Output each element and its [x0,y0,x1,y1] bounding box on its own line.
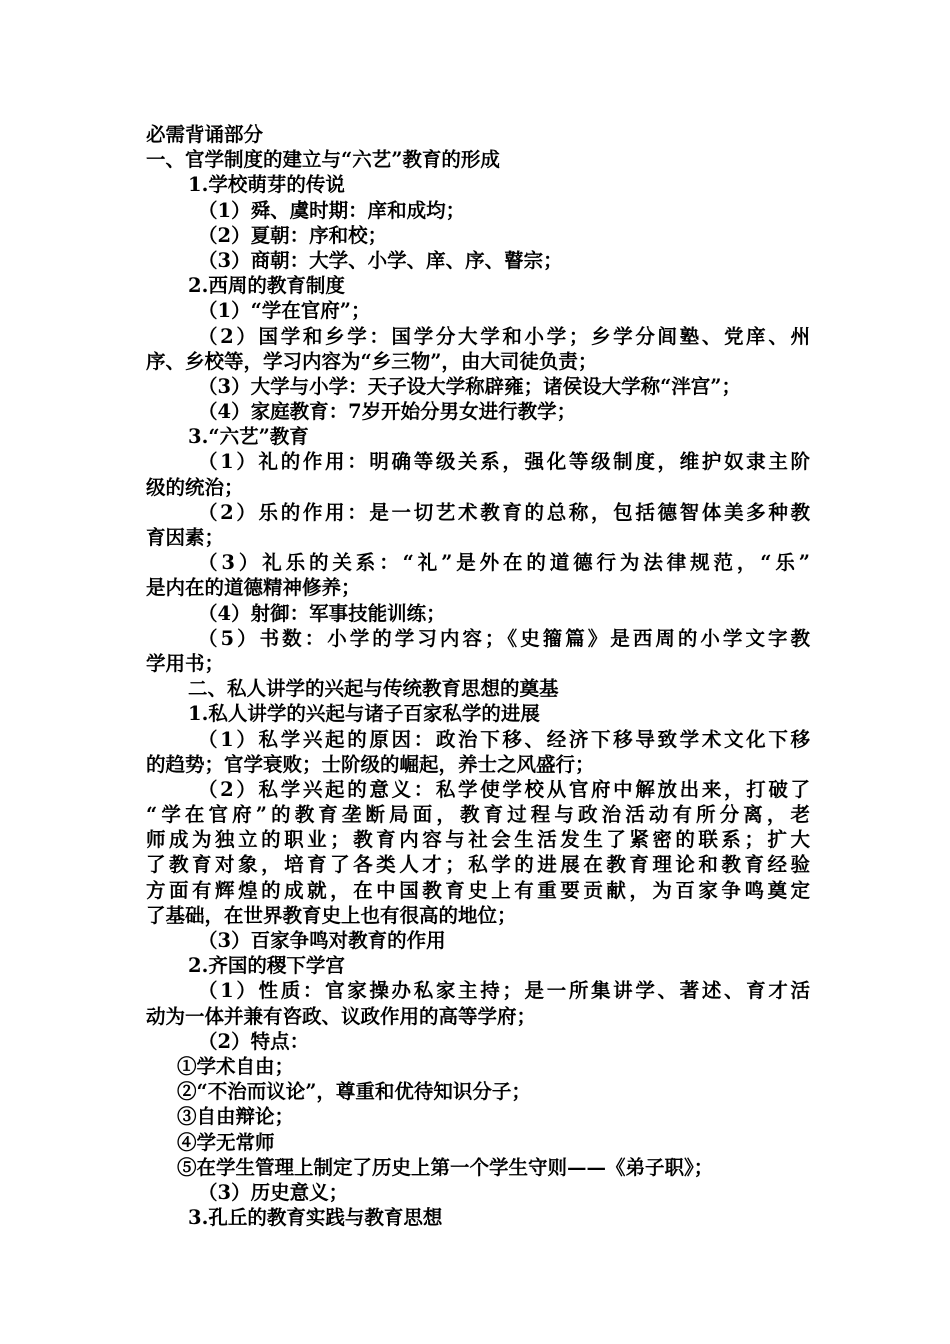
text-line: （2）夏朝：序和校； [198,223,388,247]
list-item: ⑤在学生管理上制定了历史上第一个学生守则——《弟子职》； [177,1155,714,1179]
text-line: （3）历史意义； [198,1180,349,1204]
text-line: （3）商朝：大学、小学、庠、序、瞽宗； [198,248,563,272]
text-line: （2）私学兴起的意义：私学使学校从官府中解放出来，打破了 [198,777,810,801]
text-line: 动为一体并兼有咨政、议政作用的高等学府； [146,1004,537,1028]
section-heading: 必需背诵部分 [146,123,264,146]
list-item: ③自由辩论； [177,1105,295,1129]
text-line: 级的统治； [146,475,244,499]
text-line: （3）礼乐的关系：“礼”是外在的道德行为法律规范，“乐” [198,551,810,575]
text-line: 育因素； [146,526,225,549]
text-line: （2）特点： [198,1029,310,1053]
subsection-title: 3.“六艺”教育 [188,425,309,449]
list-item: ①学术自由； [177,1054,295,1078]
text-line: 的趋势；官学衰败；士阶级的崛起，养士之风盛行； [146,752,595,776]
text-line: （1）礼的作用：明确等级关系，强化等级制度，维护奴隶主阶 [198,450,810,474]
text-line: （4）家庭教育：7岁开始分男女进行教学； [198,400,577,424]
text-line: （1）私学兴起的原因：政治下移、经济下移导致学术文化下移 [198,727,810,751]
text-line: （3）百家争鸣对教育的作用 [198,929,446,952]
subsection-title: 3.孔丘的教育实践与教育思想 [188,1206,443,1230]
list-item: ②“不治而议论”，尊重和优待知识分子； [177,1080,531,1104]
text-line: （4）射御：军事技能训练； [198,601,446,625]
text-line: 了基础，在世界教育史上也有很高的地位； [146,903,517,927]
text-line: （5）书数：小学的学习内容；《史籀篇》是西周的小学文字教 [198,626,810,650]
section-title: 二、私人讲学的兴起与传统教育思想的奠基 [188,677,559,701]
text-line: （1）舜、虞时期：庠和成均； [198,198,466,222]
subsection-title: 2.西周的教育制度 [188,274,345,298]
text-line: 学用书； [146,651,225,675]
text-line: 方面有辉煌的成就，在中国教育史上有重要贡献，为百家争鸣奠定 [146,878,810,902]
text-line: 序、乡校等，学习内容为“乡三物”，由大司徒负责； [146,349,598,373]
subsection-title: 1.学校萌芽的传说 [188,173,345,197]
text-line: 了教育对象，培育了各类人才；私学的进展在教育理论和教育经验 [146,853,810,877]
section-title: 一、官学制度的建立与“六艺”教育的形成 [146,148,500,172]
subsection-title: 2.齐国的稷下学宫 [188,954,345,978]
document-body [146,122,810,1230]
text-line: “学在官府”的教育垄断局面，教育过程与政治活动有所分离，老 [146,803,810,827]
text-line: （3）大学与小学：天子设大学称辟雍；诸侯设大学称“泮宫”； [198,374,742,398]
text-line: （2）国学和乡学：国学分大学和小学；乡学分闾塾、党庠、州 [198,324,810,348]
text-line: 是内在的道德精神修养； [146,576,361,600]
text-line: 师成为独立的职业；教育内容与社会生活发生了紧密的联系；扩大 [146,828,810,852]
text-line: （1）“学在官府”； [198,299,371,323]
text-line: （1）性质：官家操办私家主持；是一所集讲学、著述、育才活 [198,979,810,1003]
text-line: （2）乐的作用：是一切艺术教育的总称，包括德智体美多种教 [198,500,810,524]
list-item: ④学无常师 [177,1130,275,1154]
subsection-title: 1.私人讲学的兴起与诸子百家私学的进展 [188,702,540,726]
